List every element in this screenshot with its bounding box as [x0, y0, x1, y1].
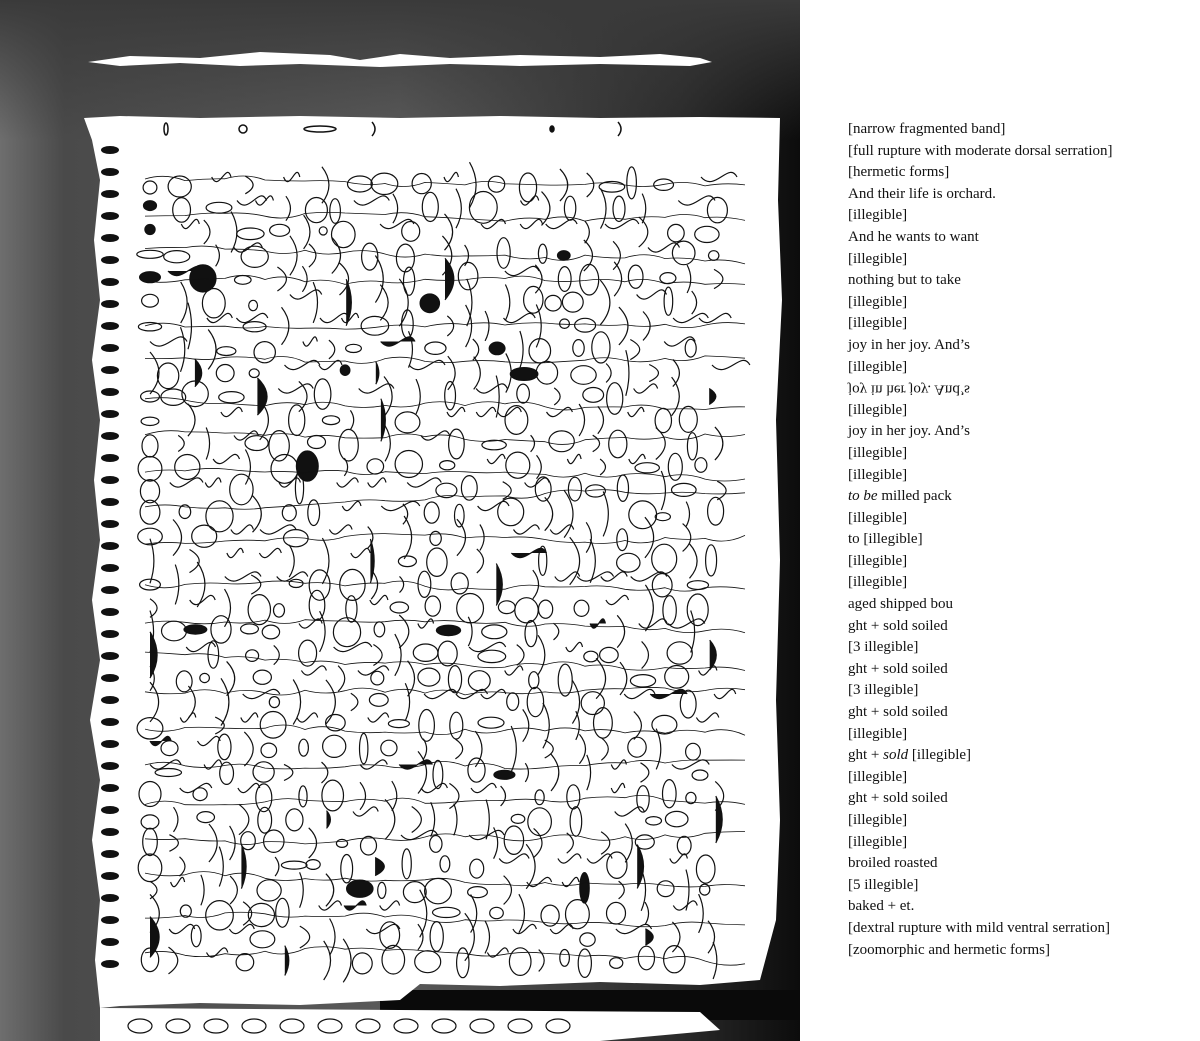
line-text: [3 illegible] — [848, 682, 919, 699]
line-text: [narrow fragmented band] — [848, 121, 1006, 137]
transcript-line — [848, 724, 1188, 746]
perforation-mark — [101, 498, 119, 506]
line-text: [illegible] — [848, 207, 908, 224]
transcript-line — [848, 313, 1188, 335]
line-text: [illegible] — [848, 725, 908, 742]
transcript-line — [848, 832, 1188, 854]
line-text: And he wants to want — [848, 228, 979, 245]
line-text: [zoomorphic and hermetic forms] — [848, 941, 1051, 958]
perforation-mark — [101, 410, 119, 418]
ink-glyph — [140, 272, 161, 283]
line-text: ght + sold soiled — [848, 617, 948, 634]
line-text: [5 illegible] — [848, 876, 919, 893]
transcript-line — [848, 788, 1188, 810]
perforation-mark — [101, 520, 119, 528]
perforation-mark — [101, 234, 119, 242]
line-text: [illegible] — [848, 293, 908, 310]
perforation-mark — [101, 938, 119, 946]
perforation-mark — [101, 608, 119, 616]
line-text: [illegible] — [848, 250, 908, 267]
transcript-line — [848, 940, 1188, 962]
line-text: [illegible] — [848, 466, 908, 483]
perforation-mark — [101, 190, 119, 198]
line-text: [illegible] — [848, 833, 908, 850]
ink-glyph — [580, 873, 589, 903]
line-text: joy in her joy. And’s — [848, 336, 970, 353]
perforation-mark — [101, 894, 119, 902]
perforation-mark — [101, 300, 119, 308]
transcript-line — [848, 572, 1188, 594]
perforation-mark — [101, 564, 119, 572]
perforation-mark — [101, 322, 119, 330]
transcript-line — [848, 205, 1188, 227]
transcript-line — [848, 227, 1188, 249]
line-text: And their life is orchard. — [848, 185, 996, 202]
line-text: [full rupture with moderate dorsal serration] — [848, 142, 1113, 159]
ink-glyph — [347, 880, 373, 897]
transcript-line — [848, 594, 1188, 616]
paper-sheet — [84, 116, 782, 1008]
ink-glyph — [190, 265, 216, 292]
transcript-line — [848, 443, 1188, 465]
perforation-mark — [101, 212, 119, 220]
transcript-line — [848, 680, 1188, 702]
perforation-mark — [101, 718, 119, 726]
ink-glyph — [494, 770, 515, 779]
line-text: [dextral rupture with mild ventral serration] — [848, 919, 1110, 936]
line-text: aged shipped bou — [848, 596, 953, 613]
line-text: [illegible] — [848, 444, 908, 461]
ink-glyph — [144, 201, 157, 211]
line-text: joy in her joy. And’s — [848, 423, 970, 440]
transcript-line — [848, 162, 1188, 184]
transcript-line — [848, 918, 1188, 940]
line-text: to [illegible] — [848, 531, 923, 548]
perforation-mark — [101, 806, 119, 814]
transcript-line — [848, 184, 1188, 206]
transcript-line — [848, 616, 1188, 638]
ink-glyph — [145, 225, 155, 235]
line-text: broiled roasted — [848, 855, 938, 872]
perforation-mark — [101, 454, 119, 462]
perforation-mark — [101, 168, 119, 176]
transcript-line — [848, 767, 1188, 789]
ink-glyph — [489, 342, 505, 355]
perforation-mark — [101, 960, 119, 968]
transcript-line — [848, 551, 1188, 573]
transcript-line — [848, 637, 1188, 659]
line-text: ght + sold soiled — [848, 790, 948, 807]
line-text: [illegible] — [848, 812, 908, 828]
transcript-line — [848, 400, 1188, 422]
transcript-line — [848, 335, 1188, 357]
bottom-paper-fragment — [100, 1008, 720, 1041]
transcript-column — [848, 119, 1188, 961]
line-text: [illegible] — [908, 747, 972, 764]
transcript-line — [848, 810, 1188, 832]
transcript-line — [848, 119, 1188, 141]
ink-glyph — [510, 368, 538, 381]
transcript-line — [848, 529, 1188, 551]
ink-glyph — [436, 625, 460, 635]
perforation-mark — [101, 674, 119, 682]
transcript-line — [848, 875, 1188, 897]
perforation-mark — [101, 476, 119, 484]
mirrored-text — [848, 378, 970, 400]
italic-text: sold — [883, 747, 909, 764]
ink-glyph — [296, 451, 318, 481]
line-text: ght + sold soiled — [848, 704, 948, 721]
transcript-line — [848, 270, 1188, 292]
perforation-mark — [101, 850, 119, 858]
perforation-mark — [101, 828, 119, 836]
transcript-line — [848, 896, 1188, 918]
transcript-line — [848, 745, 1188, 767]
transcript-line — [848, 508, 1188, 530]
ink-glyph — [184, 625, 207, 634]
line-text: ght + sold soiled — [848, 660, 948, 677]
perforation-mark — [101, 740, 119, 748]
line-text: [hermetic forms] — [848, 164, 950, 181]
perforation-mark — [101, 366, 119, 374]
perforation-mark — [101, 916, 119, 924]
transcript-line — [848, 421, 1188, 443]
line-text: [illegible] — [848, 574, 908, 591]
perforation-mark — [101, 432, 119, 440]
transcript-line — [848, 853, 1188, 875]
transcript-line — [848, 702, 1188, 724]
line-text: joy in her joy. And’s — [848, 381, 970, 398]
line-text: ght + — [848, 747, 884, 764]
line-text: [illegible] — [848, 552, 908, 569]
ink-glyph — [558, 251, 571, 260]
line-text: nothing but to take — [848, 272, 961, 289]
line-text: baked + et. — [848, 898, 915, 915]
line-text: [illegible] — [848, 315, 908, 332]
perforation-mark — [101, 278, 119, 286]
perforation-mark — [101, 256, 119, 264]
perforation-mark — [101, 344, 119, 352]
perforation-mark — [101, 784, 119, 792]
perforation-mark — [101, 630, 119, 638]
italic-text: to be — [848, 488, 878, 505]
line-text: [3 illegible] — [848, 639, 919, 656]
transcript-line — [848, 465, 1188, 487]
perforation-mark — [101, 542, 119, 550]
line-text: [illegible] — [848, 401, 908, 418]
perforation-mark — [101, 388, 119, 396]
transcript-line — [848, 141, 1188, 163]
perforation-mark — [101, 872, 119, 880]
line-text: [illegible] — [848, 358, 908, 375]
line-text: milled pack — [877, 488, 952, 505]
perforation-mark — [101, 586, 119, 594]
transcript-line — [848, 378, 1188, 400]
perforation-mark — [101, 146, 119, 154]
transcript-line — [848, 357, 1188, 379]
transcript-line — [848, 249, 1188, 271]
line-text: [illegible] — [848, 509, 908, 526]
perforation-mark — [101, 762, 119, 770]
ink-glyph — [340, 365, 350, 375]
transcript-line — [848, 659, 1188, 681]
transcript-line — [848, 486, 1188, 508]
line-text: [illegible] — [848, 768, 908, 785]
perforation-mark — [101, 696, 119, 704]
ink-glyph — [420, 294, 439, 313]
transcript-line — [848, 292, 1188, 314]
perforation-mark — [101, 652, 119, 660]
